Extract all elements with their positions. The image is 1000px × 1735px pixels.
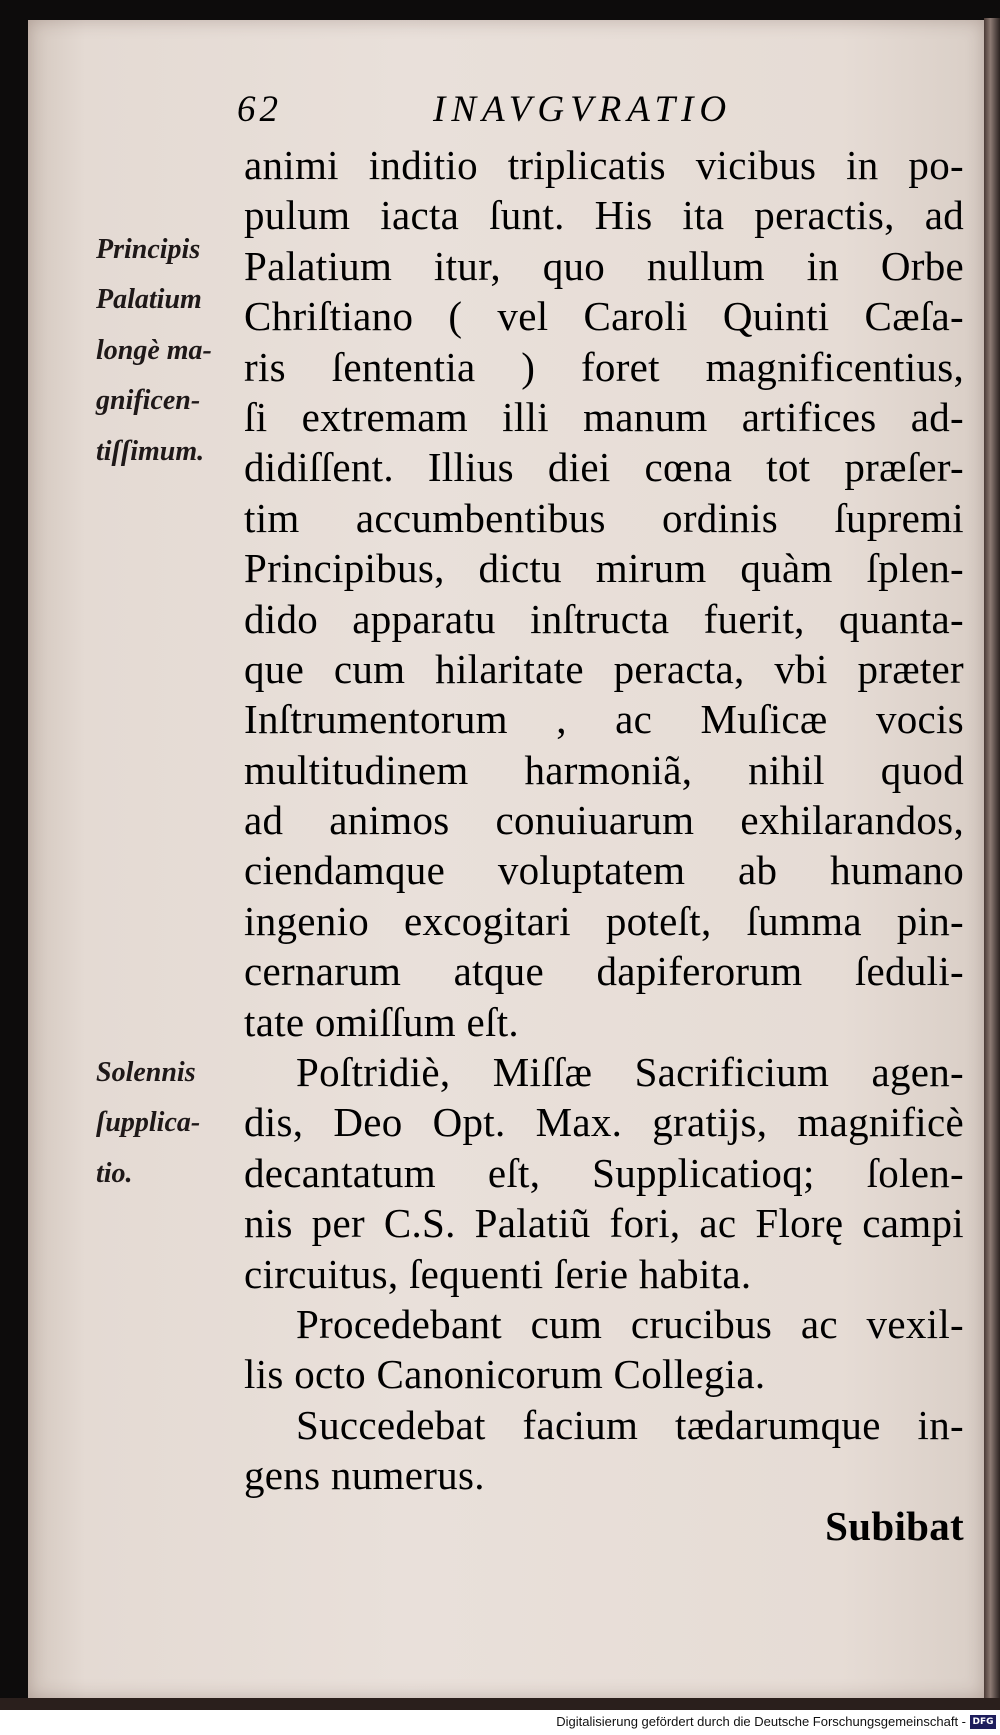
text-line: nis per C.S. Palatiũ fori, ac Florę campi <box>244 1200 964 1247</box>
text-line: gens numerus. <box>244 1452 485 1499</box>
marginal-note-palace <box>96 225 236 477</box>
text-line: cernarum atque dapiferorum ſeduli- <box>244 948 964 995</box>
text-line: multitudinem harmoniã, nihil quod <box>244 746 964 793</box>
catchword: Subibat <box>825 1502 964 1549</box>
marginal-note-line: gnificen- <box>96 385 201 417</box>
text-line: ſi extremam illi manum artifices ad- <box>244 393 964 440</box>
text-line: Principibus, dictu mirum quàm ſplen- <box>244 545 964 592</box>
marginal-note-line: tio. <box>96 1157 133 1189</box>
marginal-note-line: Principis <box>96 234 201 265</box>
text-line: ris ſententia ) foret magnificentius, <box>244 343 964 390</box>
marginal-note-line: ſupplica- <box>96 1107 201 1139</box>
text-line: ingenio excogitari poteſt, ſumma pin- <box>244 897 964 944</box>
text-line: lis octo Canonicorum Collegia. <box>244 1351 766 1398</box>
funding-credit: Digitalisierung gefördert durch die Deutsche Forschungsgemeinschaft - <box>556 1714 966 1729</box>
book-edge <box>984 18 1000 1708</box>
text-line: tate omiſſum eſt. <box>244 998 519 1045</box>
text-line: didiſſent. Illius diei cœna tot præſer- <box>244 444 964 491</box>
text-line: Succedebat facium tædarumque in- <box>296 1401 964 1448</box>
text-line: dido apparatu inſtructa fuerit, quanta- <box>244 595 964 642</box>
text-line: animi inditio triplicatis vicibus in po- <box>244 142 964 188</box>
text-line: ad animos conuiuarum exhilarandos, <box>244 797 964 844</box>
marginal-note-line: longè ma- <box>96 334 212 366</box>
text-line: ciendamque voluptatem ab humano <box>244 847 964 894</box>
page-number: 62 <box>237 89 282 130</box>
dfg-logo: DFG <box>970 1715 996 1729</box>
text-line: Chriſtiano ( vel Caroli Quinti Cæſa- <box>244 293 964 340</box>
text-line: dis, Deo Opt. Max. gratijs, magnificè <box>244 1099 964 1146</box>
digitization-footer <box>0 1710 1000 1735</box>
text-line: pulum iacta ſunt. His ita peractis, ad <box>244 192 964 239</box>
text-line: circuitus, ſequenti ſerie habita. <box>244 1250 752 1297</box>
body-text <box>244 140 964 1551</box>
text-line: decantatum eſt, Supplicatioq; ſolen- <box>244 1149 964 1196</box>
marginal-note-line: Palatium <box>96 284 202 316</box>
marginal-note-line: tiſſimum. <box>96 435 205 467</box>
marginal-note-line: Solennis <box>96 1057 196 1088</box>
text-line: Inſtrumentorum , ac Muſicæ vocis <box>244 696 964 743</box>
text-line: que cum hilaritate peracta, vbi præter <box>244 645 964 692</box>
marginal-note-procession <box>96 1048 236 1199</box>
page-header <box>213 80 973 136</box>
text-line: Poſtridiè, Miſſæ Sacrificium agen- <box>296 1049 964 1096</box>
text-line: Procedebant cum crucibus ac vexil- <box>296 1300 964 1347</box>
text-line: tim accumbentibus ordinis ſupremi <box>244 494 964 541</box>
book-bottom-edge <box>0 1698 1000 1710</box>
text-line: Palatium itur, quo nullum in Orbe <box>244 242 964 289</box>
running-title: INAVGVRATIO <box>433 89 733 130</box>
